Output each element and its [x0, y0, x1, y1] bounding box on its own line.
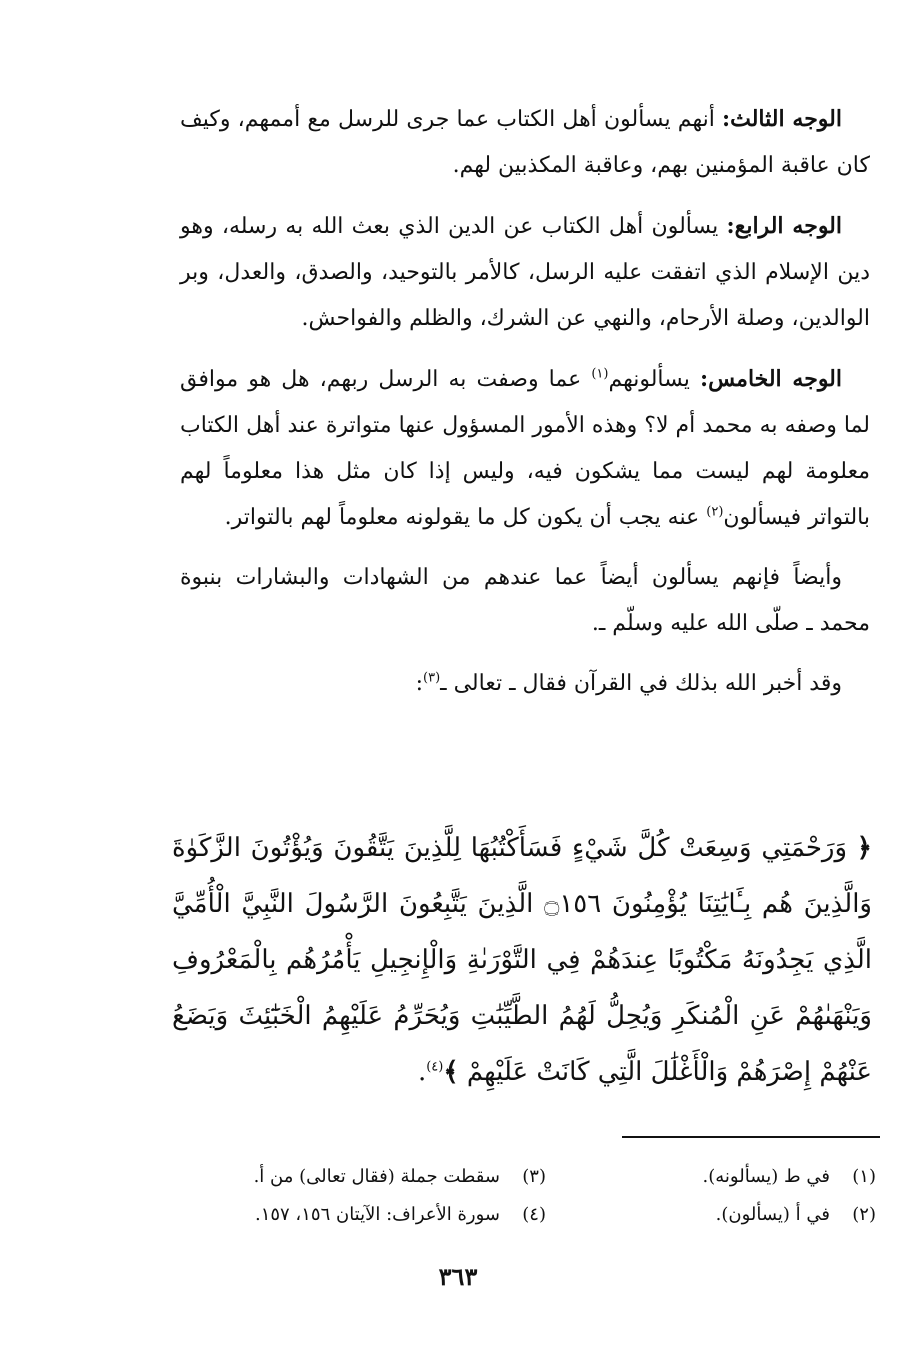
- footnote-item: [246, 1158, 546, 1196]
- footnote-number: (١): [852, 1166, 876, 1187]
- paragraph-text: وقد أخبر الله بذلك في القرآن فقال ـ تعالى ـ: [440, 671, 842, 696]
- paragraph-lead: الوجه الخامس:: [699, 366, 842, 392]
- footnote-text: سقطت جملة (فقال تعالى) من أ.: [253, 1166, 500, 1187]
- paragraph-tail: :: [415, 671, 424, 696]
- ornate-bracket-open: ﴿: [856, 833, 873, 863]
- footnote-text: في أ (يسألون).: [715, 1204, 830, 1225]
- paragraph-lead: الوجه الرابع:: [726, 213, 842, 239]
- paragraph-fourth-aspect: [180, 203, 870, 342]
- footnote-number: (٢): [852, 1204, 876, 1225]
- paragraph-text: عما وصفت به الرسل ربهم، هل هو موافق لما وصفه به محمد أم لا؟ وهذه الأمور المسؤول عنها متواترة عند أهل الكتاب معلومة لهم ليست مما يشكون فيه، وليس إذا كان مثل هذا معلوماً لهم بالتواتر فيسألون: [180, 367, 870, 530]
- ornate-bracket-close: ﴾: [443, 1057, 459, 1087]
- paragraph-text: وأيضاً فإنهم يسألون أيضاً عما عندهم من الشهادات والبشارات بنبوة محمد ـ صلّى الله عليه وسلّم ـ.: [180, 565, 870, 636]
- footnote-text: في ط (يسألونه).: [702, 1166, 830, 1187]
- verse-tail: .: [417, 1057, 427, 1087]
- footnote-ref[interactable]: (٤): [426, 1059, 444, 1075]
- paragraph-quran-intro: [180, 661, 870, 707]
- footnote-column-left: [246, 1158, 546, 1234]
- paragraph-fifth-aspect: [180, 356, 870, 541]
- quran-verse-text: وَرَحْمَتِي وَسِعَتْ كُلَّ شَيْءٍ فَسَأَكْتُبُهَا لِلَّذِينَ يَتَّقُونَ وَيُؤْتُونَ الزَّكَوٰةَ وَالَّذِينَ هُم بِـَٔايَٰتِنَا يُؤْمِنُونَ ۝١٥٦ الَّذِينَ يَتَّبِعُونَ الرَّسُولَ النَّبِيَّ الْأُمِّيَّ الَّذِي يَجِدُونَهُ مَكْتُوبًا عِندَهُمْ فِي التَّوْرَىٰةِ وَالْإِنجِيلِ يَأْمُرُهُم بِالْمَعْرُوفِ وَيَنْهَىٰهُمْ عَنِ الْمُنكَرِ وَيُحِلُّ لَهُمُ الطَّيِّبَٰتِ وَيُحَرِّمُ عَلَيْهِمُ الْخَبَٰٓئِثَ وَيَضَعُ عَنْهُمْ إِصْرَهُمْ وَالْأَغْلَٰلَ الَّتِي كَانَتْ عَلَيْهِمْ: [172, 833, 872, 1087]
- footnote-item: [246, 1196, 546, 1234]
- footnote-ref[interactable]: (١): [591, 366, 609, 382]
- footnote-ref[interactable]: (٢): [706, 504, 724, 520]
- paragraph-text: أنهم يسألون أهل الكتاب عما جرى للرسل مع أممهم، وكيف كان عاقبة المؤمنين بهم، وعاقبة المكذبين لهم.: [180, 107, 870, 178]
- paragraph-text: يسألونهم: [608, 367, 700, 392]
- footnote-item: [576, 1196, 876, 1234]
- footnote-item: [576, 1158, 876, 1196]
- quran-verse-block: [172, 820, 872, 1100]
- footnote-number: (٤): [522, 1204, 546, 1225]
- page-number: ٣٦٣: [438, 1262, 478, 1291]
- paragraph-third-aspect: [180, 96, 870, 189]
- paragraph-lead: الوجه الثالث:: [722, 106, 842, 132]
- footnote-text: سورة الأعراف: الآيتان ١٥٦، ١٥٧.: [254, 1204, 500, 1225]
- main-text: [180, 96, 870, 721]
- paragraph-text: يسألون أهل الكتاب عن الدين الذي بعث الله به رسله، وهو دين الإسلام الذي اتفقت عليه الرسل، كالأمر بالتوحيد، والصدق، والعدل، وبر الوالدين، وصلة الأرحام، والنهي عن الشرك، والظلم والفواحش.: [180, 214, 870, 331]
- footnote-number: (٣): [522, 1166, 546, 1187]
- paragraph-text: عنه يجب أن يكون كل ما يقولونه معلوماً لهم بالتواتر.: [224, 505, 707, 530]
- footnote-ref[interactable]: (٣): [423, 670, 441, 686]
- footnote-divider: [622, 1136, 880, 1138]
- footnote-column-right: [576, 1158, 876, 1234]
- paragraph-testimonies: [180, 555, 870, 647]
